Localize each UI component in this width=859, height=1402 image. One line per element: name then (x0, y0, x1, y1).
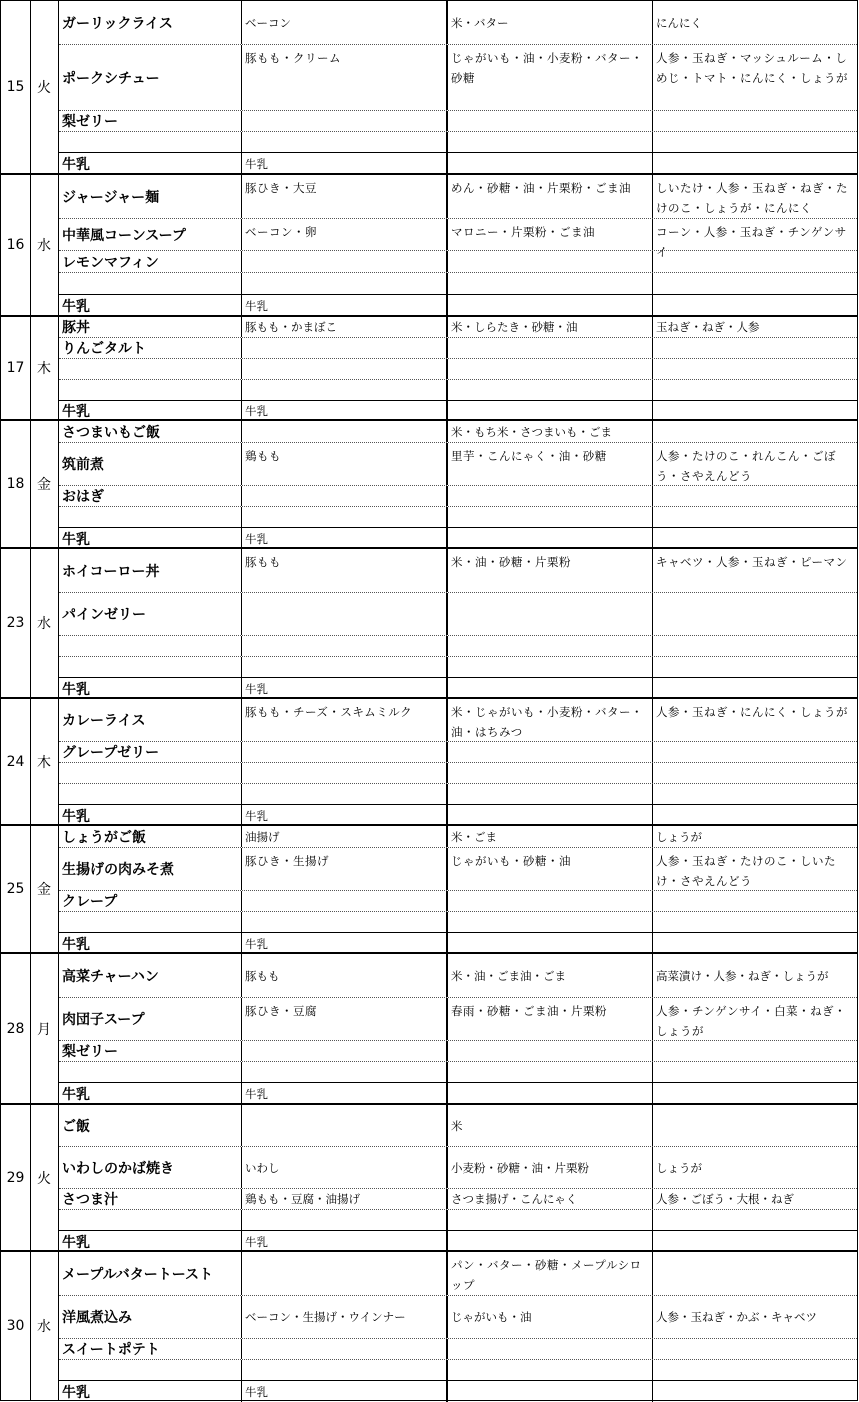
protein-ingredients (242, 132, 448, 152)
protein-ingredients: 牛乳 (242, 678, 448, 699)
dish-name: しょうがご飯 (59, 826, 242, 847)
menu-row (59, 1339, 857, 1360)
vegetable-ingredients (653, 636, 857, 656)
vegetable-ingredients: コーン・人参・玉ねぎ・チンゲンサイ (656, 225, 847, 259)
dish-name: 高菜チャーハン (59, 954, 242, 997)
energy-ingredients (448, 1041, 653, 1061)
menu-row (59, 954, 857, 998)
protein-ingredients (242, 1041, 448, 1061)
vegetable-ingredients (653, 763, 857, 783)
menu-row (59, 593, 857, 636)
vegetable-ingredients: 人参・玉ねぎ・にんにく・しょうが (656, 705, 848, 719)
vegetable-ingredients (653, 338, 857, 358)
vegetable-ingredients (653, 1360, 857, 1380)
energy-ingredients (448, 1062, 653, 1082)
menu-row (59, 742, 857, 763)
vegetable-ingredients (653, 486, 857, 506)
protein-ingredients (242, 742, 448, 762)
menu-row (59, 273, 857, 295)
protein-ingredients (242, 507, 448, 527)
dish-name: 豚丼 (59, 317, 242, 337)
energy-ingredients: じゃがいも・油・小麦粉・バター・砂糖 (448, 45, 653, 110)
vegetable-ingredients: 人参・玉ねぎ・かぶ・キャベツ (656, 1310, 817, 1324)
dish-name: 洋風煮込み (59, 1296, 242, 1338)
vegetable-ingredients (653, 359, 857, 379)
dish-name: 中華風コーンスープ (59, 219, 242, 250)
weekday-cell: 火 (30, 1105, 59, 1250)
protein-ingredients: 鶏もも・豆腐・油揚げ (242, 1189, 448, 1209)
vegetable-ingredients: しいたけ・人参・玉ねぎ・ねぎ・たけのこ・しょうが・にんにく (656, 181, 848, 215)
energy-ingredients: 米・油・ごま油・ごま (448, 954, 653, 997)
dish-name: ホイコーロー丼 (59, 549, 242, 592)
dish-name: メープルバタートースト (59, 1252, 242, 1295)
vegetable-ingredients (653, 1252, 857, 1295)
energy-ingredients (448, 593, 653, 635)
menu-row (59, 153, 857, 175)
vegetable-ingredients (653, 784, 857, 804)
vegetable-ingredients (653, 1381, 857, 1402)
day-block (0, 174, 858, 316)
menu-row (59, 636, 857, 657)
day-block (0, 953, 858, 1104)
energy-ingredients (448, 251, 653, 272)
weekday-cell: 水 (30, 549, 59, 697)
menu-row (59, 295, 857, 317)
protein-ingredients (242, 359, 448, 379)
protein-ingredients (242, 1105, 448, 1146)
weekday-cell: 水 (30, 1252, 59, 1400)
protein-ingredients: 豚もも・チーズ・スキムミルク (242, 699, 448, 741)
dish-name (59, 1210, 242, 1230)
protein-ingredients (242, 593, 448, 635)
protein-ingredients: 牛乳 (242, 401, 448, 421)
protein-ingredients: 豚もも (242, 549, 448, 592)
menu-row (59, 1041, 857, 1062)
energy-ingredients (448, 784, 653, 804)
protein-ingredients (242, 421, 448, 442)
vegetable-ingredients: 人参・チンゲンサイ・白菜・ねぎ・しょうが (656, 1004, 847, 1038)
dish-name (59, 763, 242, 783)
weekday-cell: 金 (30, 421, 59, 547)
menu-row (59, 1, 857, 45)
dish-name: ポークシチュー (59, 45, 242, 110)
dish-name (59, 132, 242, 152)
vegetable-ingredients: 人参・ごぼう・大根・ねぎ (656, 1192, 794, 1206)
dish-name: おはぎ (59, 486, 242, 506)
vegetable-ingredients (653, 1041, 857, 1061)
vegetable-ingredients (653, 1339, 857, 1359)
protein-ingredients: 豚ひき・豆腐 (242, 998, 448, 1040)
date-cell: 18 (1, 421, 31, 547)
dish-name (59, 507, 242, 527)
protein-ingredients: いわし (242, 1147, 448, 1188)
menu-row (59, 657, 857, 678)
dish-name: スイートポテト (59, 1339, 242, 1359)
energy-ingredients (448, 359, 653, 379)
dish-name: 肉団子スープ (59, 998, 242, 1040)
protein-ingredients: 牛乳 (242, 805, 448, 826)
menu-row (59, 175, 857, 219)
vegetable-ingredients: キャベツ・人参・玉ねぎ・ピーマン (656, 555, 848, 569)
protein-ingredients (242, 486, 448, 506)
protein-ingredients (242, 380, 448, 400)
energy-ingredients: 米・油・砂糖・片栗粉 (448, 549, 653, 592)
vegetable-ingredients (653, 1083, 857, 1105)
energy-ingredients (448, 912, 653, 932)
dish-name: カレーライス (59, 699, 242, 741)
menu-row (59, 1360, 857, 1381)
protein-ingredients (242, 1252, 448, 1295)
energy-ingredients (448, 401, 653, 421)
weekday-cell: 木 (30, 699, 59, 824)
energy-ingredients (448, 380, 653, 400)
energy-ingredients (448, 132, 653, 152)
protein-ingredients: ベーコン・卵 (242, 219, 448, 250)
vegetable-ingredients (653, 678, 857, 699)
vegetable-ingredients (653, 742, 857, 762)
protein-ingredients: ベーコン・生揚げ・ウインナー (242, 1296, 448, 1338)
day-block (0, 0, 858, 174)
weekday-cell: 火 (30, 1, 59, 173)
dish-name: りんごタルト (59, 338, 242, 358)
menu-row (59, 1381, 857, 1402)
vegetable-ingredients (653, 1062, 857, 1082)
energy-ingredients (448, 528, 653, 549)
dish-name: さつま汁 (59, 1189, 242, 1209)
menu-row (59, 848, 857, 891)
dish-name (59, 636, 242, 656)
dish-name: ジャージャー麺 (59, 175, 242, 218)
menu-row (59, 486, 857, 507)
energy-ingredients: マロニー・片栗粉・ごま油 (448, 219, 653, 250)
energy-ingredients (448, 273, 653, 294)
energy-ingredients: 春雨・砂糖・ごま油・片栗粉 (448, 998, 653, 1040)
menu-row (59, 1105, 857, 1147)
energy-ingredients (448, 507, 653, 527)
menu-row (59, 933, 857, 954)
dish-name: 梨ゼリー (59, 111, 242, 131)
menu-row (59, 359, 857, 380)
energy-ingredients: さつま揚げ・こんにゃく (448, 1189, 653, 1209)
vegetable-ingredients (653, 891, 857, 911)
protein-ingredients: 豚もも (242, 954, 448, 997)
menu-row (59, 678, 857, 699)
protein-ingredients: 豚もも・クリーム (242, 45, 448, 110)
vegetable-ingredients (653, 401, 857, 421)
protein-ingredients (242, 1360, 448, 1380)
menu-row (59, 784, 857, 805)
vegetable-ingredients: しょうが (656, 1160, 702, 1175)
dish-name: 牛乳 (59, 933, 242, 954)
vegetable-ingredients (653, 933, 857, 954)
energy-ingredients: 米・バター (448, 1, 653, 44)
day-block (0, 420, 858, 548)
energy-ingredients (448, 1083, 653, 1105)
vegetable-ingredients (653, 507, 857, 527)
dish-name (59, 1360, 242, 1380)
protein-ingredients (242, 1339, 448, 1359)
vegetable-ingredients (653, 1210, 857, 1230)
energy-ingredients (448, 295, 653, 317)
menu-row (59, 380, 857, 401)
menu-row (59, 1083, 857, 1105)
dish-name (59, 657, 242, 677)
date-cell: 23 (1, 549, 31, 697)
protein-ingredients: 牛乳 (242, 933, 448, 954)
energy-ingredients: 米・しらたき・砂糖・油 (448, 317, 653, 337)
dish-name: 牛乳 (59, 678, 242, 699)
energy-ingredients (448, 657, 653, 677)
weekday-cell: 月 (30, 954, 59, 1103)
date-cell: 16 (1, 175, 31, 315)
vegetable-ingredients: にんにく (656, 15, 702, 30)
menu-row (59, 219, 857, 259)
dish-name: クレープ (59, 891, 242, 911)
protein-ingredients: 鶏もも (242, 443, 448, 485)
vegetable-ingredients (653, 295, 857, 317)
weekday-cell: 木 (30, 317, 59, 419)
protein-ingredients (242, 891, 448, 911)
vegetable-ingredients (653, 528, 857, 549)
dish-name: さつまいもご飯 (59, 421, 242, 442)
dish-name: パインゼリー (59, 593, 242, 635)
vegetable-ingredients (653, 111, 857, 131)
protein-ingredients: 油揚げ (242, 826, 448, 847)
energy-ingredients: じゃがいも・油 (448, 1296, 653, 1338)
weekday-cell: 金 (30, 826, 59, 952)
energy-ingredients: 米・もち米・さつまいも・ごま (448, 421, 653, 442)
menu-row (59, 549, 857, 593)
menu-row (59, 421, 857, 443)
dish-name (59, 380, 242, 400)
protein-ingredients: 牛乳 (242, 153, 448, 175)
energy-ingredients (448, 111, 653, 131)
vegetable-ingredients (653, 1231, 857, 1252)
dish-name: ガーリックライス (59, 1, 242, 44)
vegetable-ingredients (653, 380, 857, 400)
menu-row (59, 1189, 857, 1210)
menu-row (59, 317, 857, 338)
dish-name (59, 784, 242, 804)
energy-ingredients (448, 1339, 653, 1359)
vegetable-ingredients: 人参・たけのこ・れんこん・ごぼう・さやえんどう (656, 449, 836, 483)
dish-name (59, 912, 242, 932)
energy-ingredients (448, 636, 653, 656)
dish-name: 生揚げの肉みそ煮 (59, 848, 242, 890)
energy-ingredients: じゃがいも・砂糖・油 (448, 848, 653, 890)
protein-ingredients (242, 784, 448, 804)
energy-ingredients (448, 763, 653, 783)
protein-ingredients: 豚ひき・生揚げ (242, 848, 448, 890)
energy-ingredients (448, 486, 653, 506)
vegetable-ingredients (653, 657, 857, 677)
vegetable-ingredients: しょうが (656, 829, 702, 844)
weekday-cell: 水 (30, 175, 59, 315)
vegetable-ingredients: 人参・玉ねぎ・マッシュルーム・しめじ・トマト・にんにく・しょうが (656, 51, 848, 85)
dish-name: いわしのかば焼き (59, 1147, 242, 1188)
dish-name: 牛乳 (59, 295, 242, 317)
dish-name (59, 359, 242, 379)
vegetable-ingredients (653, 421, 857, 442)
energy-ingredients (448, 678, 653, 699)
menu-row (59, 763, 857, 784)
menu-row (59, 1210, 857, 1231)
energy-ingredients (448, 805, 653, 826)
energy-ingredients: 米・じゃがいも・小麦粉・バター・油・はちみつ (448, 699, 653, 741)
menu-row (59, 912, 857, 933)
day-block (0, 316, 858, 420)
energy-ingredients: 米・ごま (448, 826, 653, 847)
dish-name: 梨ゼリー (59, 1041, 242, 1061)
protein-ingredients (242, 912, 448, 932)
menu-row (59, 45, 857, 111)
protein-ingredients: 牛乳 (242, 295, 448, 317)
energy-ingredients: 里芋・こんにゃく・油・砂糖 (448, 443, 653, 485)
vegetable-ingredients (653, 273, 857, 294)
menu-row (59, 1147, 857, 1189)
date-cell: 25 (1, 826, 31, 952)
protein-ingredients (242, 251, 448, 272)
dish-name: 牛乳 (59, 153, 242, 175)
dish-name: 牛乳 (59, 1083, 242, 1105)
protein-ingredients (242, 657, 448, 677)
day-block (0, 548, 858, 698)
energy-ingredients (448, 1231, 653, 1252)
protein-ingredients (242, 763, 448, 783)
day-block (0, 825, 858, 953)
vegetable-ingredients: 高菜漬け・人参・ねぎ・しょうが (656, 968, 829, 983)
protein-ingredients: 牛乳 (242, 1231, 448, 1252)
dish-name: グレープゼリー (59, 742, 242, 762)
protein-ingredients (242, 338, 448, 358)
dish-name: 牛乳 (59, 528, 242, 549)
dish-name: ご飯 (59, 1105, 242, 1146)
menu-row (59, 443, 857, 486)
vegetable-ingredients (653, 132, 857, 152)
dish-name: レモンマフィン (59, 251, 242, 272)
energy-ingredients (448, 933, 653, 954)
protein-ingredients: 豚もも・かまぼこ (242, 317, 448, 337)
protein-ingredients (242, 1210, 448, 1230)
energy-ingredients: パン・バター・砂糖・メープルシロップ (448, 1252, 653, 1295)
menu-row (59, 1231, 857, 1252)
protein-ingredients (242, 1062, 448, 1082)
energy-ingredients (448, 742, 653, 762)
vegetable-ingredients (653, 805, 857, 826)
day-block (0, 1104, 858, 1251)
date-cell: 24 (1, 699, 31, 824)
protein-ingredients (242, 111, 448, 131)
energy-ingredients (448, 1360, 653, 1380)
energy-ingredients: 小麦粉・砂糖・油・片栗粉 (448, 1147, 653, 1188)
vegetable-ingredients (653, 593, 857, 635)
protein-ingredients: 豚ひき・大豆 (242, 175, 448, 218)
protein-ingredients: 牛乳 (242, 1381, 448, 1402)
date-cell: 30 (1, 1252, 31, 1400)
dish-name: 牛乳 (59, 1381, 242, 1402)
menu-row (59, 1062, 857, 1083)
energy-ingredients (448, 1381, 653, 1402)
date-cell: 15 (1, 1, 31, 173)
day-block (0, 698, 858, 825)
menu-row (59, 111, 857, 132)
menu-row (59, 251, 857, 273)
date-cell: 28 (1, 954, 31, 1103)
dish-name: 筑前煮 (59, 443, 242, 485)
energy-ingredients (448, 1210, 653, 1230)
day-block (0, 1251, 858, 1401)
dish-name (59, 1062, 242, 1082)
energy-ingredients: 米 (448, 1105, 653, 1146)
vegetable-ingredients (653, 912, 857, 932)
menu-row (59, 528, 857, 549)
protein-ingredients: 牛乳 (242, 528, 448, 549)
protein-ingredients (242, 273, 448, 294)
menu-row (59, 805, 857, 826)
vegetable-ingredients (653, 1105, 857, 1146)
dish-name (59, 273, 242, 294)
menu-row (59, 699, 857, 742)
dish-name: 牛乳 (59, 1231, 242, 1252)
protein-ingredients (242, 636, 448, 656)
date-cell: 29 (1, 1105, 31, 1250)
energy-ingredients (448, 338, 653, 358)
protein-ingredients: ベーコン (242, 1, 448, 44)
menu-row (59, 1296, 857, 1339)
dish-name: 牛乳 (59, 401, 242, 421)
menu-row (59, 826, 857, 848)
menu-row (59, 507, 857, 528)
vegetable-ingredients: 玉ねぎ・ねぎ・人参 (656, 320, 760, 334)
vegetable-ingredients (653, 251, 857, 272)
energy-ingredients (448, 891, 653, 911)
vegetable-ingredients: 人参・玉ねぎ・たけのこ・しいたけ・さやえんどう (656, 854, 836, 888)
dish-name: 牛乳 (59, 805, 242, 826)
menu-row (59, 998, 857, 1041)
energy-ingredients (448, 153, 653, 175)
vegetable-ingredients (653, 153, 857, 175)
menu-row (59, 891, 857, 912)
energy-ingredients: めん・砂糖・油・片栗粉・ごま油 (448, 175, 653, 218)
menu-row (59, 132, 857, 153)
menu-row (59, 401, 857, 421)
menu-row (59, 338, 857, 359)
protein-ingredients: 牛乳 (242, 1083, 448, 1105)
date-cell: 17 (1, 317, 31, 419)
menu-row (59, 1252, 857, 1296)
